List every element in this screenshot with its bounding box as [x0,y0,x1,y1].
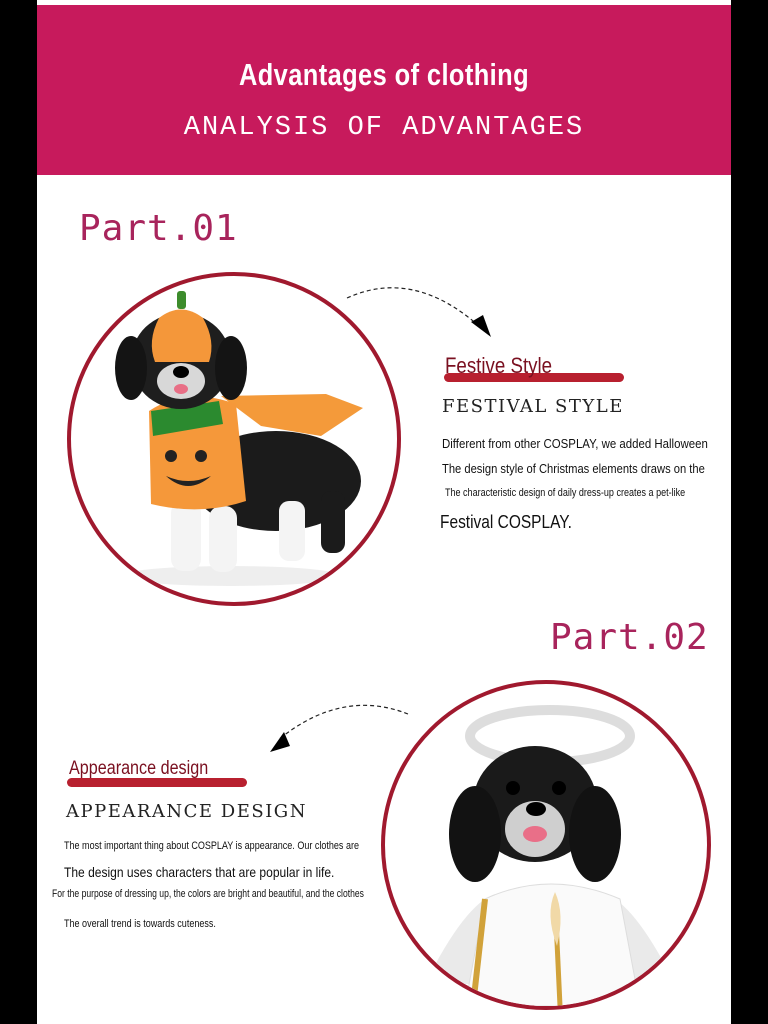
part-02-label: Part.02 [550,617,709,658]
feature-line-2: The design uses characters that are popular in life. [64,864,335,880]
feature-line-1: Different from other COSPLAY, we added Halloween [442,436,708,451]
feature-line-3: The characteristic design of daily dress-up creates a pet-like [445,487,686,499]
feature-line-4: Festival COSPLAY. [440,512,572,532]
angel-dog-photo [381,680,711,1010]
banner-title: Advantages of clothing [238,57,530,92]
product-detail-page [37,0,731,1024]
feature-line-3: For the purpose of dressing up, the colors are bright and beautiful, and the clothes [52,888,364,900]
angel-dog-illustration [385,684,707,1006]
banner-subtitle: ANALYSIS OF ADVANTAGES [183,113,585,143]
feature-line-1: The most important thing about COSPLAY is appearance. Our clothes are [64,840,359,852]
feature-title: Appearance design [69,758,209,779]
arrow-icon [262,694,412,754]
feature-line-4: The overall trend is towards cuteness. [64,918,216,930]
part-01-label: Part.01 [79,208,238,249]
feature-subtitle: APPEARANCE DESIGN [66,801,307,822]
feature-subtitle: FESTIVAL STYLE [442,396,624,417]
feature-title: Festive Style [445,353,553,378]
arrow-icon [343,282,493,344]
header-banner [37,5,731,175]
feature-line-2: The design style of Christmas elements draws on the [442,461,705,476]
